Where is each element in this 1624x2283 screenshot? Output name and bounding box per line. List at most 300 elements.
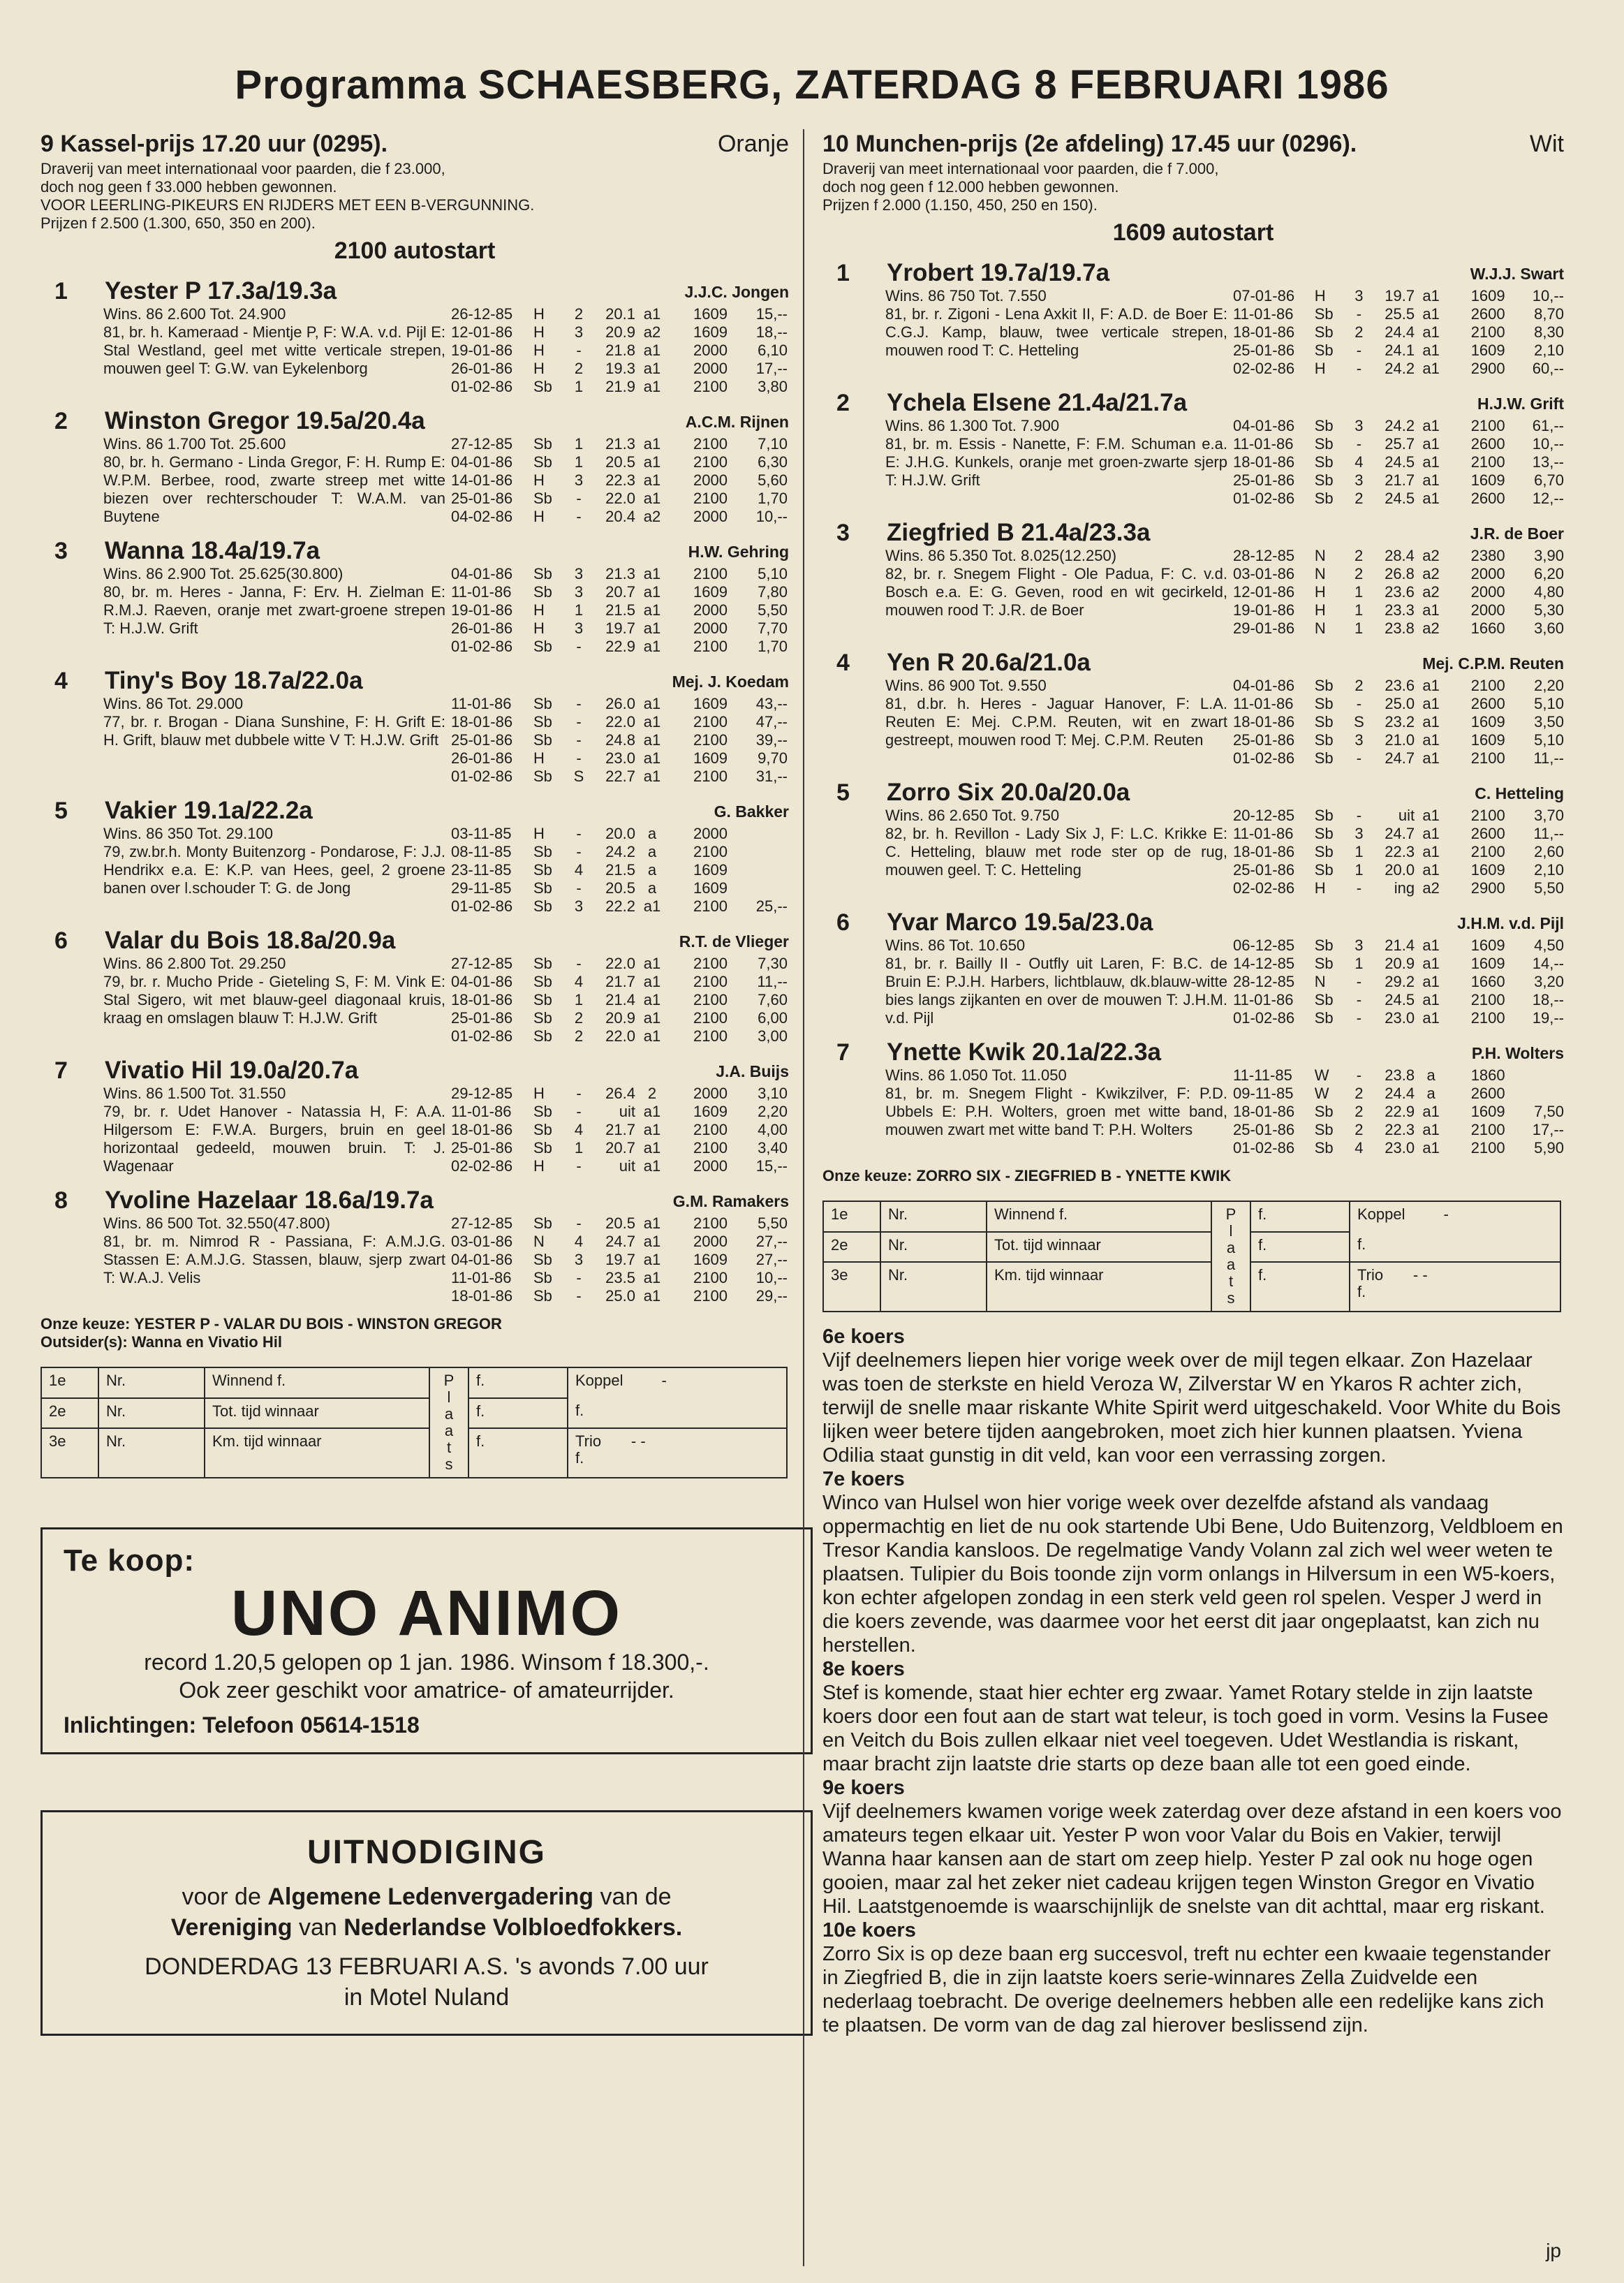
form-cell: 2100	[1470, 749, 1505, 767]
commentary-text: Zorro Six is op deze baan erg succesvol, treft nu echter een kwaaie tegenstander in Ziegfried B, die in zijn laatste koers serie-winnares Zella Zuidvelde een nederlaag toebracht. De overige deelnemers hebben alle een redelijke kans zich te plaatsen. De vorm van de dag zal hierover beslissend zijn.	[822, 1943, 1551, 2036]
form-cell: 27-12-85	[451, 435, 513, 453]
form-cell: 2000	[693, 471, 728, 489]
form-cell: 6,30	[758, 453, 788, 471]
form-cell: H	[533, 323, 545, 341]
form-cell: 01-02-86	[1233, 749, 1295, 767]
form-cell: a1	[643, 619, 661, 637]
form-cell: a1	[643, 713, 661, 731]
form-cell: 1609	[1470, 937, 1505, 954]
horse-entry	[40, 277, 789, 396]
form-cell: 2	[574, 1027, 584, 1045]
horse-number: 3	[836, 520, 850, 546]
form-cell: 18-01-86	[451, 713, 513, 731]
form-cell: a1	[1422, 1103, 1440, 1120]
form-cell: a1	[643, 1214, 661, 1232]
form-cell: 20.5	[605, 1214, 635, 1232]
form-cell: 27,--	[755, 1251, 788, 1268]
form-cell: Sb	[533, 565, 552, 582]
form-cell: 5,50	[758, 1214, 788, 1232]
form-cell: -	[576, 713, 582, 731]
horse-info	[40, 955, 445, 1045]
form-row	[1233, 1085, 1564, 1103]
race-heading	[822, 129, 1564, 159]
horse-name: Yrobert 19.7a/19.7a	[887, 259, 1110, 286]
race-heading	[40, 129, 789, 159]
form-cell: 2	[1354, 323, 1364, 341]
horse-driver: R.T. de Vlieger	[679, 932, 789, 950]
advert-uno-animo	[40, 1527, 813, 1754]
form-cell: 01-02-86	[451, 1027, 513, 1045]
form-cell: H	[533, 749, 545, 767]
horse-description: 81, br. m. Nimrod R - Passiana, F: A.M.J.G. Stassen E: A.M.J.G. Stassen, blauw, sjerp zwart T: W.A.J. Velis	[103, 1233, 445, 1286]
form-cell: Sb	[533, 378, 552, 395]
form-cell: 3	[574, 583, 584, 601]
horse-winnings: Wins. 86 900 Tot. 9.550	[885, 677, 1047, 694]
nr-label: Nr.	[98, 1428, 205, 1478]
form-cell: 1	[1354, 619, 1364, 637]
form-cell: 3	[1354, 825, 1364, 842]
race-title: 9 Kassel-prijs 17.20 uur (0295).	[40, 131, 388, 157]
form-cell: 03-01-86	[451, 1233, 513, 1250]
form-cell: 18-01-86	[451, 1121, 513, 1138]
form-row	[451, 1287, 788, 1305]
form-cell: 24.5	[1385, 453, 1415, 471]
horse-driver: W.J.J. Swart	[1470, 265, 1564, 283]
form-cell: a1	[643, 490, 661, 507]
form-cell: a1	[643, 471, 661, 489]
place-label: 1e	[41, 1367, 98, 1398]
form-cell: -	[576, 955, 582, 972]
form-cell: 25-01-86	[1233, 731, 1295, 749]
form-cell: 1	[574, 435, 584, 453]
form-cell: 24.2	[605, 843, 635, 860]
form-cell: 23.0	[605, 749, 635, 767]
form-cell: 18-01-86	[451, 991, 513, 1008]
form-cell: 24.7	[1385, 825, 1415, 842]
form-row	[1233, 807, 1564, 825]
form-cell: a1	[643, 1251, 661, 1268]
form-cell: 31,--	[755, 768, 788, 785]
form-cell: 12-01-86	[451, 323, 513, 341]
form-cell: Sb	[533, 638, 552, 655]
form-cell: 1609	[1470, 955, 1505, 972]
form-cell: 22.3	[1385, 1121, 1415, 1138]
invitation-date: DONDERDAG 13 FEBRUARI A.S. 's avonds 7.00 uur	[145, 1953, 709, 1980]
form-cell: 2000	[693, 825, 728, 842]
form-cell: Sb	[1314, 342, 1334, 359]
form-cell: 25-01-86	[1233, 471, 1295, 489]
form-cell: 27-12-85	[451, 955, 513, 972]
form-cell: 5,90	[1534, 1139, 1564, 1157]
form-cell: S	[573, 768, 584, 785]
form-row	[1233, 677, 1564, 695]
form-cell: 2100	[693, 843, 728, 860]
betting-form-race-10	[822, 1201, 1561, 1312]
form-cell: 11-01-86	[1233, 825, 1294, 842]
form-cell: 2100	[693, 638, 728, 655]
form-cell: a1	[643, 731, 661, 749]
form-cell: 03-11-85	[451, 825, 512, 842]
bet-type-label: Tot. tijd winnaar	[987, 1232, 1211, 1263]
form-row	[1233, 991, 1564, 1009]
horse-description: 79, zw.br.h. Monty Buitenzorg - Pondarose, F: J.J. Hendrikx e.a. E: K.P. van Hees, geel, 2 groene banen over l.schouder T: G. de Jong	[103, 843, 445, 897]
horse-info	[822, 417, 1227, 508]
form-cell: 02-02-86	[1233, 879, 1295, 897]
form-cell: 3	[1354, 417, 1364, 434]
form-cell: 22.0	[605, 713, 635, 731]
form-cell: -	[576, 843, 582, 860]
horse-driver: H.J.W. Grift	[1477, 395, 1564, 413]
horse-driver: G.M. Ramakers	[672, 1192, 789, 1210]
form-cell: Sb	[1314, 749, 1334, 767]
condition-line: Prijzen f 2.500 (1.300, 650, 350 en 200).	[40, 214, 316, 232]
form-cell: 11-01-86	[451, 1269, 512, 1286]
form-cell: a1	[643, 991, 661, 1008]
form-table	[451, 435, 788, 526]
form-cell: a1	[643, 1139, 661, 1157]
form-row	[1233, 490, 1564, 508]
form-cell: 19,--	[1532, 1009, 1564, 1027]
form-cell: 2,60	[1534, 843, 1564, 860]
form-cell: 3	[1354, 731, 1364, 749]
form-cell: a1	[1422, 843, 1440, 860]
form-cell: 3,90	[1534, 547, 1564, 564]
form-row	[1233, 601, 1564, 619]
column-divider	[803, 129, 804, 2266]
horse-description: 81, d.br. h. Heres - Jaguar Hanover, F: L.A. Reuten E: Mej. C.P.M. Reuten, wit en zwart gestreept, mouwen rood T: Mej. C.P.M. Reuten	[885, 695, 1227, 749]
form-cell: 25-01-86	[1233, 861, 1295, 879]
form-cell: uit	[619, 1103, 635, 1120]
form-cell: 3	[574, 619, 584, 637]
form-cell: a1	[1422, 695, 1440, 712]
form-cell: a1	[1422, 471, 1440, 489]
form-cell: a2	[643, 323, 661, 341]
form-cell: 21.7	[605, 1121, 635, 1138]
horse-winnings: Wins. 86 1.700 Tot. 25.600	[103, 435, 286, 453]
form-cell: 2000	[693, 508, 728, 525]
horse-number: 8	[54, 1187, 68, 1214]
form-cell: 3	[574, 471, 584, 489]
form-cell: 3,10	[758, 1085, 788, 1102]
form-table	[1233, 1066, 1564, 1157]
form-cell: 27-12-85	[451, 1214, 513, 1232]
advert-contact: Inlichtingen: Telefoon 05614-1518	[64, 1712, 420, 1738]
bet-type-label: Km. tijd winnaar	[205, 1428, 429, 1478]
horse-info	[822, 1066, 1227, 1157]
form-cell: 47,--	[755, 713, 788, 731]
form-row	[451, 508, 788, 526]
form-cell: 18-01-86	[1233, 1103, 1295, 1120]
form-cell: 23.6	[1385, 677, 1415, 694]
form-row	[451, 1251, 788, 1269]
trio-label: Trio - - f.	[568, 1428, 787, 1478]
form-row	[1233, 973, 1564, 991]
form-cell: 1	[574, 991, 584, 1008]
horse-name: Vakier 19.1a/22.2a	[105, 797, 313, 824]
form-cell: a1	[643, 1269, 661, 1286]
form-cell: 21.7	[1385, 471, 1415, 489]
form-cell: H	[1314, 601, 1326, 619]
horse-driver: A.C.M. Rijnen	[685, 413, 789, 431]
form-cell: 25-01-86	[451, 490, 513, 507]
horse-description: 81, br. r. Bailly II - Outfly uit Laren, F: B.C. de Bruin E: P.J.H. Harbers, lichtblauw, dk.blauw-witte bies langs zijkanten en over de mouwen T: J.H.M. v.d. Pijl	[885, 955, 1227, 1027]
horse-info	[822, 937, 1227, 1027]
form-table	[451, 825, 788, 916]
form-cell: 25-01-86	[1233, 342, 1295, 359]
form-cell: Sb	[1314, 1103, 1334, 1120]
form-cell: Sb	[1314, 861, 1334, 879]
form-cell: 4,00	[758, 1121, 788, 1138]
form-cell: 17,--	[1532, 1121, 1564, 1138]
form-row	[451, 1269, 788, 1287]
form-row	[451, 1085, 788, 1103]
form-cell: 2600	[1470, 435, 1505, 453]
form-cell: Sb	[533, 695, 552, 712]
race-colour: Oranje	[717, 131, 789, 157]
horse-number: 3	[54, 538, 68, 564]
horse-number: 6	[54, 927, 68, 954]
form-row	[451, 731, 788, 749]
form-row	[1233, 749, 1564, 768]
form-row	[451, 378, 788, 396]
horse-number: 5	[54, 798, 68, 824]
form-cell: 4,50	[1534, 937, 1564, 954]
form-cell: 2100	[693, 1214, 728, 1232]
horse-name: Vivatio Hil 19.0a/20.7a	[105, 1057, 359, 1084]
form-cell: Sb	[533, 768, 552, 785]
form-cell: 7,80	[758, 583, 788, 601]
form-cell: a1	[1422, 955, 1440, 972]
form-cell: 2	[647, 1085, 657, 1102]
form-row	[1233, 287, 1564, 305]
nr-label: Nr.	[880, 1262, 987, 1312]
form-cell: 20.1	[605, 305, 635, 323]
form-cell: 2100	[693, 1027, 728, 1045]
horse-entry	[822, 259, 1564, 378]
race-distance: 1609 autostart	[1112, 219, 1274, 246]
form-cell: Sb	[533, 1121, 552, 1138]
form-row	[451, 1027, 788, 1045]
form-cell: 04-01-86	[1233, 417, 1295, 434]
form-row	[451, 1233, 788, 1251]
form-cell: 29-12-85	[451, 1085, 513, 1102]
commentary-text: Vijf deelnemers kwamen vorige week zaterdag over deze afstand in een koers voo amateurs tegen elkaar uit. Yester P won voor Valar du Bois en Vakier, terwijl Wanna haar kansen aan de start om zeep hielp. Yester P zal ook nu hoge ogen gooien, maar zal het zeker niet cadeau krijgen tegen Winston Gregor en Vivatio Hil. Laatstgenoemde is waarschijnlijk de snelste van dit achttal, maar erg riskant.	[822, 1800, 1562, 1918]
form-cell: 20.5	[605, 453, 635, 471]
horse-winnings: Wins. 86 Tot. 29.000	[103, 695, 244, 712]
form-cell: 23-11-85	[451, 861, 512, 879]
form-cell: 1609	[693, 1251, 728, 1268]
form-cell: 2900	[1470, 879, 1505, 897]
form-cell: a1	[643, 1121, 661, 1138]
form-cell: 2,10	[1534, 861, 1564, 879]
form-cell: -	[1356, 305, 1362, 323]
form-cell: 26.8	[1385, 565, 1415, 582]
horse-driver: J.H.M. v.d. Pijl	[1457, 914, 1564, 932]
form-cell: 21.8	[605, 342, 635, 359]
horse-description: 82, br. h. Revillon - Lady Six J, F: L.C. Krikke E: C. Hetteling, blauw met rode ster op de rug, mouwen geel. T: C. Hetteling	[885, 825, 1227, 879]
form-cell: a1	[643, 749, 661, 767]
horse-winnings: Wins. 86 500 Tot. 32.550(47.800)	[103, 1214, 330, 1232]
form-cell: a1	[643, 305, 661, 323]
form-cell: 15,--	[755, 305, 788, 323]
form-cell: a1	[643, 453, 661, 471]
form-cell: 24.7	[605, 1233, 635, 1250]
form-cell: 2000	[693, 1085, 728, 1102]
form-cell: 1	[1354, 843, 1364, 860]
form-cell: H	[533, 1157, 545, 1175]
form-cell: 11-01-86	[1233, 305, 1294, 323]
form-cell: Sb	[1314, 435, 1334, 453]
form-cell: 22.2	[605, 897, 635, 915]
form-cell: a1	[1422, 453, 1440, 471]
condition-line: Prijzen f 2.000 (1.150, 450, 250 en 150).	[822, 196, 1098, 214]
horse-description: 81, br. m. Snegem Flight - Kwikzilver, F: P.D. Ubbels E: P.H. Wolters, groen met witte band, mouwen zwart met witte band T: P.H. Wolters	[885, 1085, 1227, 1138]
form-cell: 19-01-86	[1233, 601, 1295, 619]
form-cell: 1	[574, 453, 584, 471]
form-cell: Sb	[1314, 453, 1334, 471]
form-cell: 06-12-85	[1233, 937, 1295, 954]
form-cell: 11,--	[757, 973, 788, 990]
form-cell: -	[576, 638, 582, 655]
form-cell: 29,--	[755, 1287, 788, 1305]
horse-name: Yvar Marco 19.5a/23.0a	[887, 909, 1153, 936]
form-cell: 1	[1354, 583, 1364, 601]
form-row	[1233, 937, 1564, 955]
form-cell: 20.7	[605, 1139, 635, 1157]
form-cell: 02-02-86	[451, 1157, 513, 1175]
form-cell: 23.0	[1385, 1139, 1415, 1157]
form-row	[1233, 879, 1564, 897]
form-table	[1233, 287, 1564, 378]
f-field: f.	[1350, 1232, 1560, 1263]
form-table	[451, 1214, 788, 1305]
koppel-label: Koppel -	[1350, 1201, 1560, 1232]
form-cell: 1,70	[758, 490, 788, 507]
form-cell: a1	[1422, 342, 1440, 359]
form-cell: H	[533, 342, 545, 359]
form-row	[1233, 713, 1564, 731]
form-row	[1233, 417, 1564, 435]
commentary-heading: 8e koers	[822, 1658, 905, 1680]
form-cell: a1	[1422, 490, 1440, 507]
form-cell: 2600	[1470, 825, 1505, 842]
form-cell: 20.0	[1385, 861, 1415, 879]
commentary-heading: 7e koers	[822, 1468, 905, 1490]
form-cell: 2100	[1470, 417, 1505, 434]
form-cell: H	[533, 508, 545, 525]
form-cell: 04-02-86	[451, 508, 513, 525]
horse-entry	[40, 407, 789, 526]
form-cell: 61,--	[1532, 417, 1564, 434]
horse-number: 6	[836, 909, 850, 936]
form-cell: 10,--	[755, 508, 788, 525]
condition-line: doch nog geen f 12.000 hebben gewonnen.	[822, 178, 1119, 196]
form-cell: 19-01-86	[451, 342, 513, 359]
horse-description: 79, br. r. Mucho Pride - Gieteling S, F: M. Vink E: Stal Sigero, wit met blauw-geel diagonaal kruis, kraag en omslagen blauw T: H.J.W. Grift	[103, 973, 445, 1027]
form-cell: a1	[1422, 1121, 1440, 1138]
f-field: f.	[468, 1398, 568, 1429]
form-cell: 2	[1354, 547, 1364, 564]
form-cell: 28.4	[1385, 547, 1415, 564]
horse-winnings: Wins. 86 350 Tot. 29.100	[103, 825, 273, 842]
form-row	[1233, 323, 1564, 342]
form-cell: Sb	[533, 453, 552, 471]
form-cell: 22.0	[605, 955, 635, 972]
form-row	[451, 565, 788, 583]
form-row	[451, 305, 788, 323]
form-cell: 2100	[1470, 323, 1505, 341]
form-cell: 07-01-86	[1233, 287, 1295, 304]
form-cell	[1505, 1085, 1564, 1103]
form-cell: -	[576, 879, 582, 897]
form-cell: 2000	[693, 619, 728, 637]
form-cell: N	[1314, 619, 1326, 637]
nr-label: Nr.	[98, 1398, 205, 1429]
horse-info	[40, 825, 445, 916]
form-cell: 5,60	[758, 471, 788, 489]
horse-driver: Mej. J. Koedam	[672, 673, 789, 691]
form-cell: -	[1356, 342, 1362, 359]
form-table	[1233, 677, 1564, 768]
form-cell: W	[1314, 1085, 1329, 1102]
horse-description: 81, br. m. Essis - Nanette, F: F.M. Schuman e.a. E: J.H.G. Kunkels, oranje met groen-zwarte sjerp T: H.J.W. Grift	[885, 435, 1227, 489]
form-cell: 2100	[1470, 991, 1505, 1008]
form-row	[451, 768, 788, 786]
form-cell: 14-01-86	[451, 471, 513, 489]
form-cell: 7,60	[758, 991, 788, 1008]
form-cell: 25,--	[755, 897, 788, 915]
form-cell: 2000	[1470, 583, 1505, 601]
form-cell: -	[576, 749, 582, 767]
form-cell: -	[576, 1214, 582, 1232]
form-cell: 3,70	[1534, 807, 1564, 824]
form-cell: a1	[643, 360, 661, 377]
f-field: f.	[1250, 1262, 1350, 1312]
form-row	[1233, 471, 1564, 490]
form-cell: 25.0	[1385, 695, 1415, 712]
form-cell	[728, 825, 788, 843]
horse-driver: C. Hetteling	[1475, 784, 1564, 802]
form-cell: Sb	[1314, 323, 1334, 341]
f-field: f.	[1250, 1232, 1350, 1263]
form-row	[451, 360, 788, 378]
form-cell: 2000	[693, 360, 728, 377]
form-cell: 1	[574, 378, 584, 395]
form-row	[1233, 843, 1564, 861]
form-cell: ing	[1394, 879, 1415, 897]
form-row	[451, 490, 788, 508]
form-cell: Sb	[533, 731, 552, 749]
form-cell: 19-01-86	[451, 601, 513, 619]
form-cell: Sb	[533, 1139, 552, 1157]
f-field: f.	[468, 1367, 568, 1398]
form-cell: 2100	[693, 955, 728, 972]
form-cell: 19.7	[605, 619, 635, 637]
form-cell: a1	[1422, 677, 1440, 694]
form-cell: 04-01-86	[451, 973, 513, 990]
form-row	[451, 825, 788, 843]
form-cell: H	[533, 305, 545, 323]
form-cell: 2100	[693, 378, 728, 395]
form-cell: 2380	[1470, 547, 1505, 564]
form-cell: Sb	[1314, 1009, 1334, 1027]
place-label: 2e	[823, 1232, 880, 1263]
plaats-label: P l a a t s	[1211, 1201, 1250, 1312]
form-cell: a1	[643, 1009, 661, 1027]
horse-number: 4	[836, 649, 850, 676]
form-cell: 2100	[1470, 843, 1505, 860]
form-cell: Sb	[533, 879, 552, 897]
